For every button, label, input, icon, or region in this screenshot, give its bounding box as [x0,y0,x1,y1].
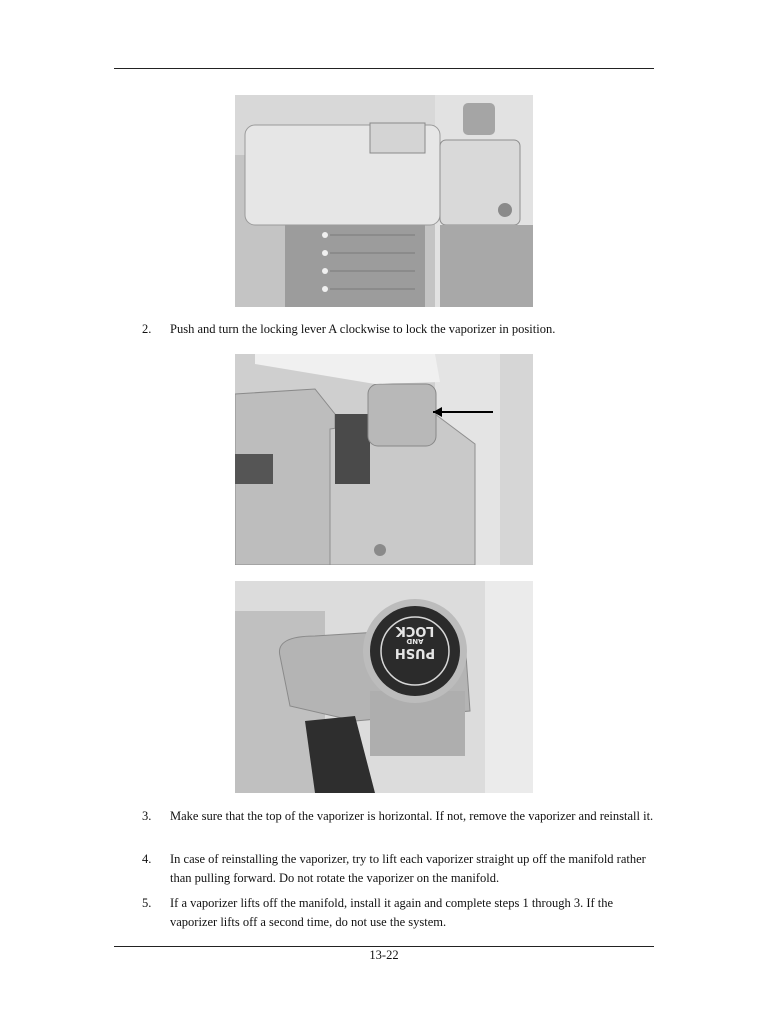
vaporizer-mounted-photo [235,95,533,307]
push-lever-photo [235,354,533,565]
push-and-lock-label: PUSH AND LOCK [394,623,436,660]
step-text: In case of reinstalling the vaporizer, try to lift each vaporizer straight up off the manifold rather than pulling forward. Do not rotate the vaporizer on the manifold. [170,852,646,885]
step-text: Push and turn the locking lever A clockwise to lock the vaporizer in position. [170,322,556,336]
push-and-lock-lever-photo [235,581,533,793]
step-number: 4. [142,852,152,866]
step-text: Make sure that the top of the vaporizer is horizontal. If not, remove the vaporizer and reinstall it. [170,809,654,823]
footer-rule [114,946,654,947]
step-number: 2. [142,322,152,336]
page-number: 13-22 [369,948,399,962]
step-text: If a vaporizer lifts off the manifold, install it again and complete steps 1 through 3. If the vaporizer lifts off a second time, do not use the system. [170,896,614,929]
header-rule [114,68,654,69]
step-number: 3. [142,809,152,823]
step-number: 5. [142,896,152,910]
